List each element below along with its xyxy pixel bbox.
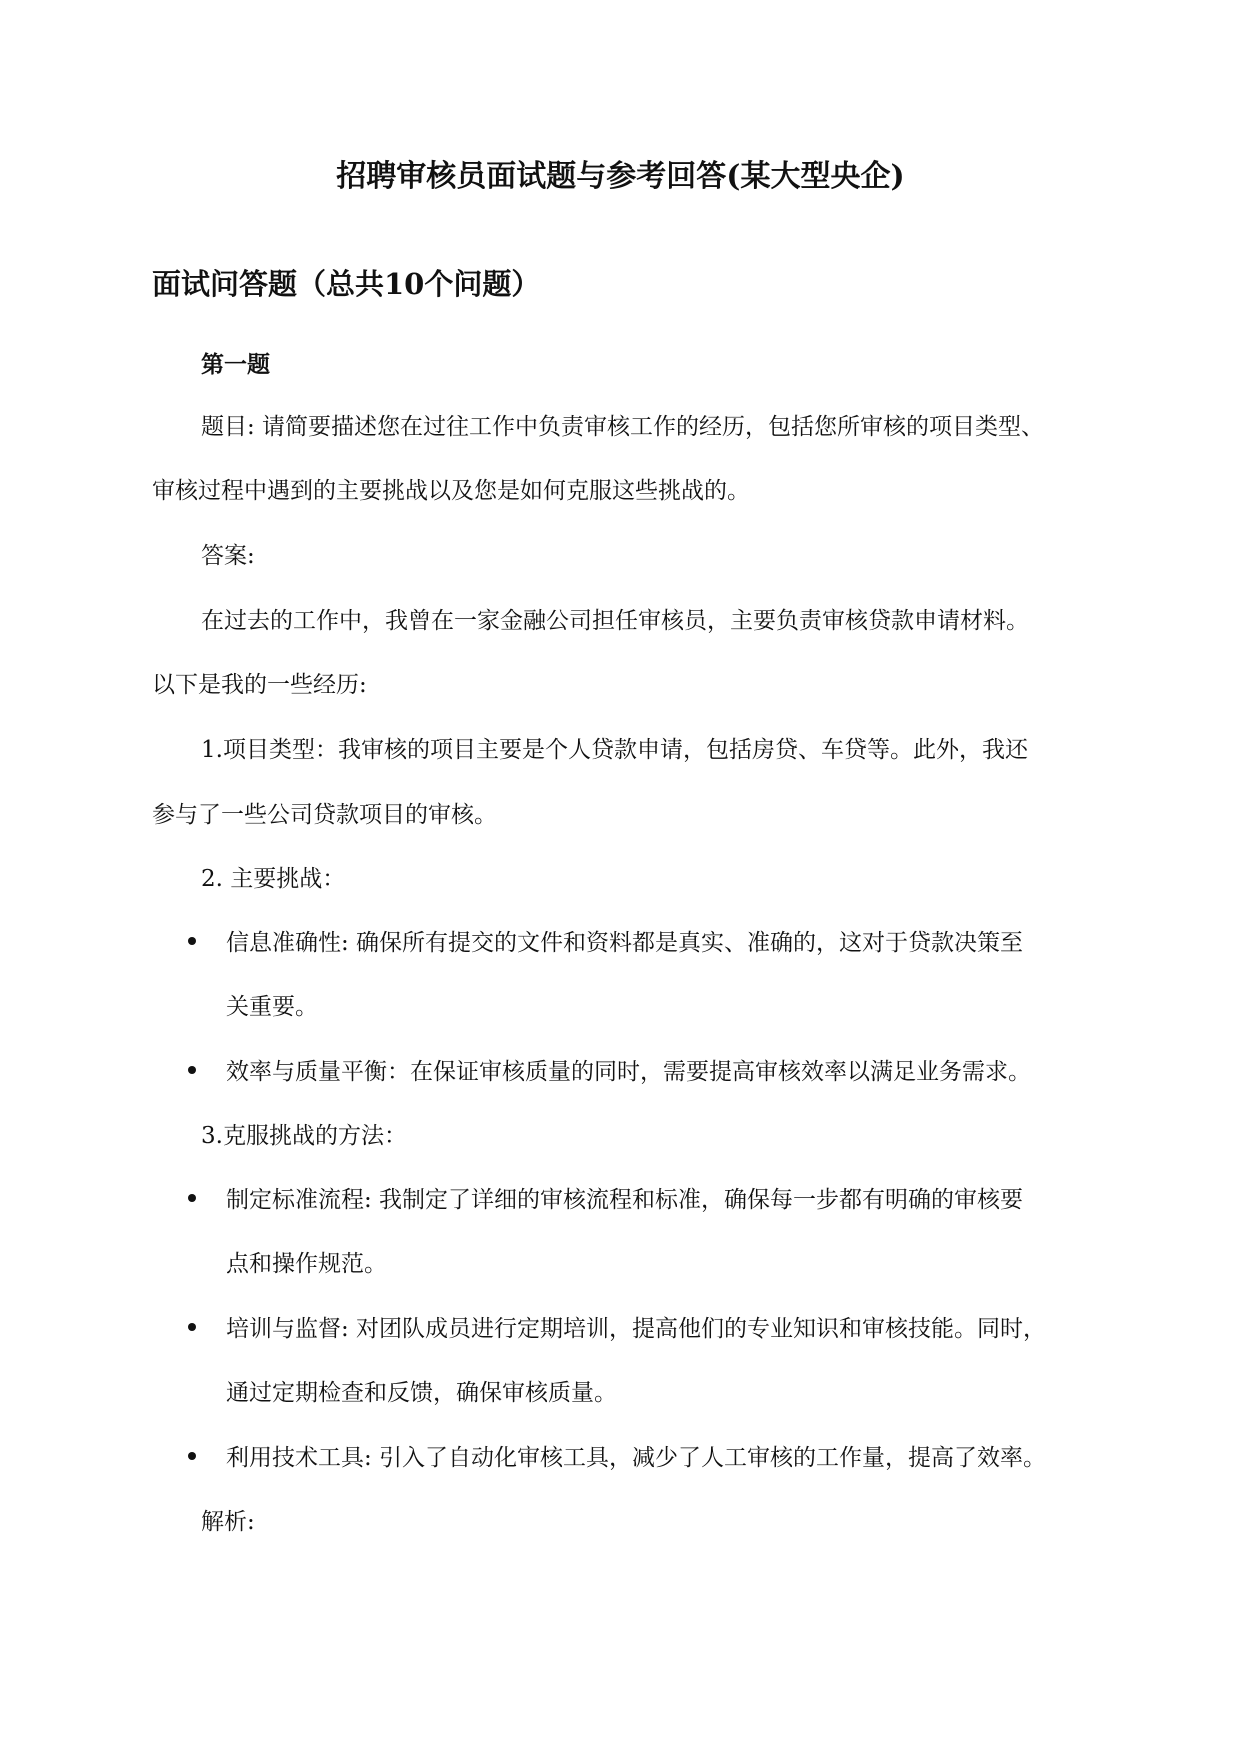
answer-label: 答案: [201,543,255,569]
bullet-dot-icon [188,1452,196,1460]
bullet-item-line: 制定标准流程: 我制定了详细的审核流程和标准，确保每一步都有明确的审核要 [226,1187,1024,1213]
bullet-item-line: 点和操作规范。 [226,1251,387,1277]
answer-paragraph-line: 以下是我的一些经历: [152,672,367,698]
question-label: 第一题 [201,351,270,378]
bullet-item-line: 通过定期检查和反馈，确保审核质量。 [226,1380,617,1406]
bullet-dot-icon [188,1323,196,1331]
bullet-item-line: 关重要。 [226,994,318,1020]
question-prompt-line: 题目: 请简要描述您在过往工作中负责审核工作的经历，包括您所审核的项目类型、 [201,414,1045,440]
answer-paragraph-line: 在过去的工作中，我曾在一家金融公司担任审核员，主要负责审核贷款申请材料。 [201,608,1029,634]
bullet-item-line: 培训与监督: 对团队成员进行定期培训，提高他们的专业知识和审核技能。同时， [226,1316,1047,1342]
bullet-dot-icon [188,1194,196,1202]
analysis-label: 解析: [201,1509,255,1535]
bullet-item-line: 效率与质量平衡：在保证审核质量的同时，需要提高审核效率以满足业务需求。 [226,1059,1031,1085]
numbered-item-line: 1.项目类型：我审核的项目主要是个人贷款申请，包括房贷、车贷等。此外，我还 [201,737,1028,763]
question-prompt-line: 审核过程中遇到的主要挑战以及您是如何克服这些挑战的。 [152,478,750,504]
section-heading: 面试问答题（总共10个问题） [152,267,541,301]
bullet-dot-icon [188,1066,196,1074]
numbered-item-heading: 2. 主要挑战： [201,866,346,892]
numbered-item-heading: 3.克服挑战的方法： [201,1123,407,1149]
bullet-dot-icon [188,937,196,945]
document-title: 招聘审核员面试题与参考回答(某大型央企) [336,159,905,194]
bullet-item-line: 利用技术工具: 引入了自动化审核工具，减少了人工审核的工作量，提高了效率。 [226,1445,1047,1471]
bullet-item-line: 信息准确性: 确保所有提交的文件和资料都是真实、准确的，这对于贷款决策至 [226,930,1024,956]
numbered-item-line: 参与了一些公司贷款项目的审核。 [152,802,497,828]
